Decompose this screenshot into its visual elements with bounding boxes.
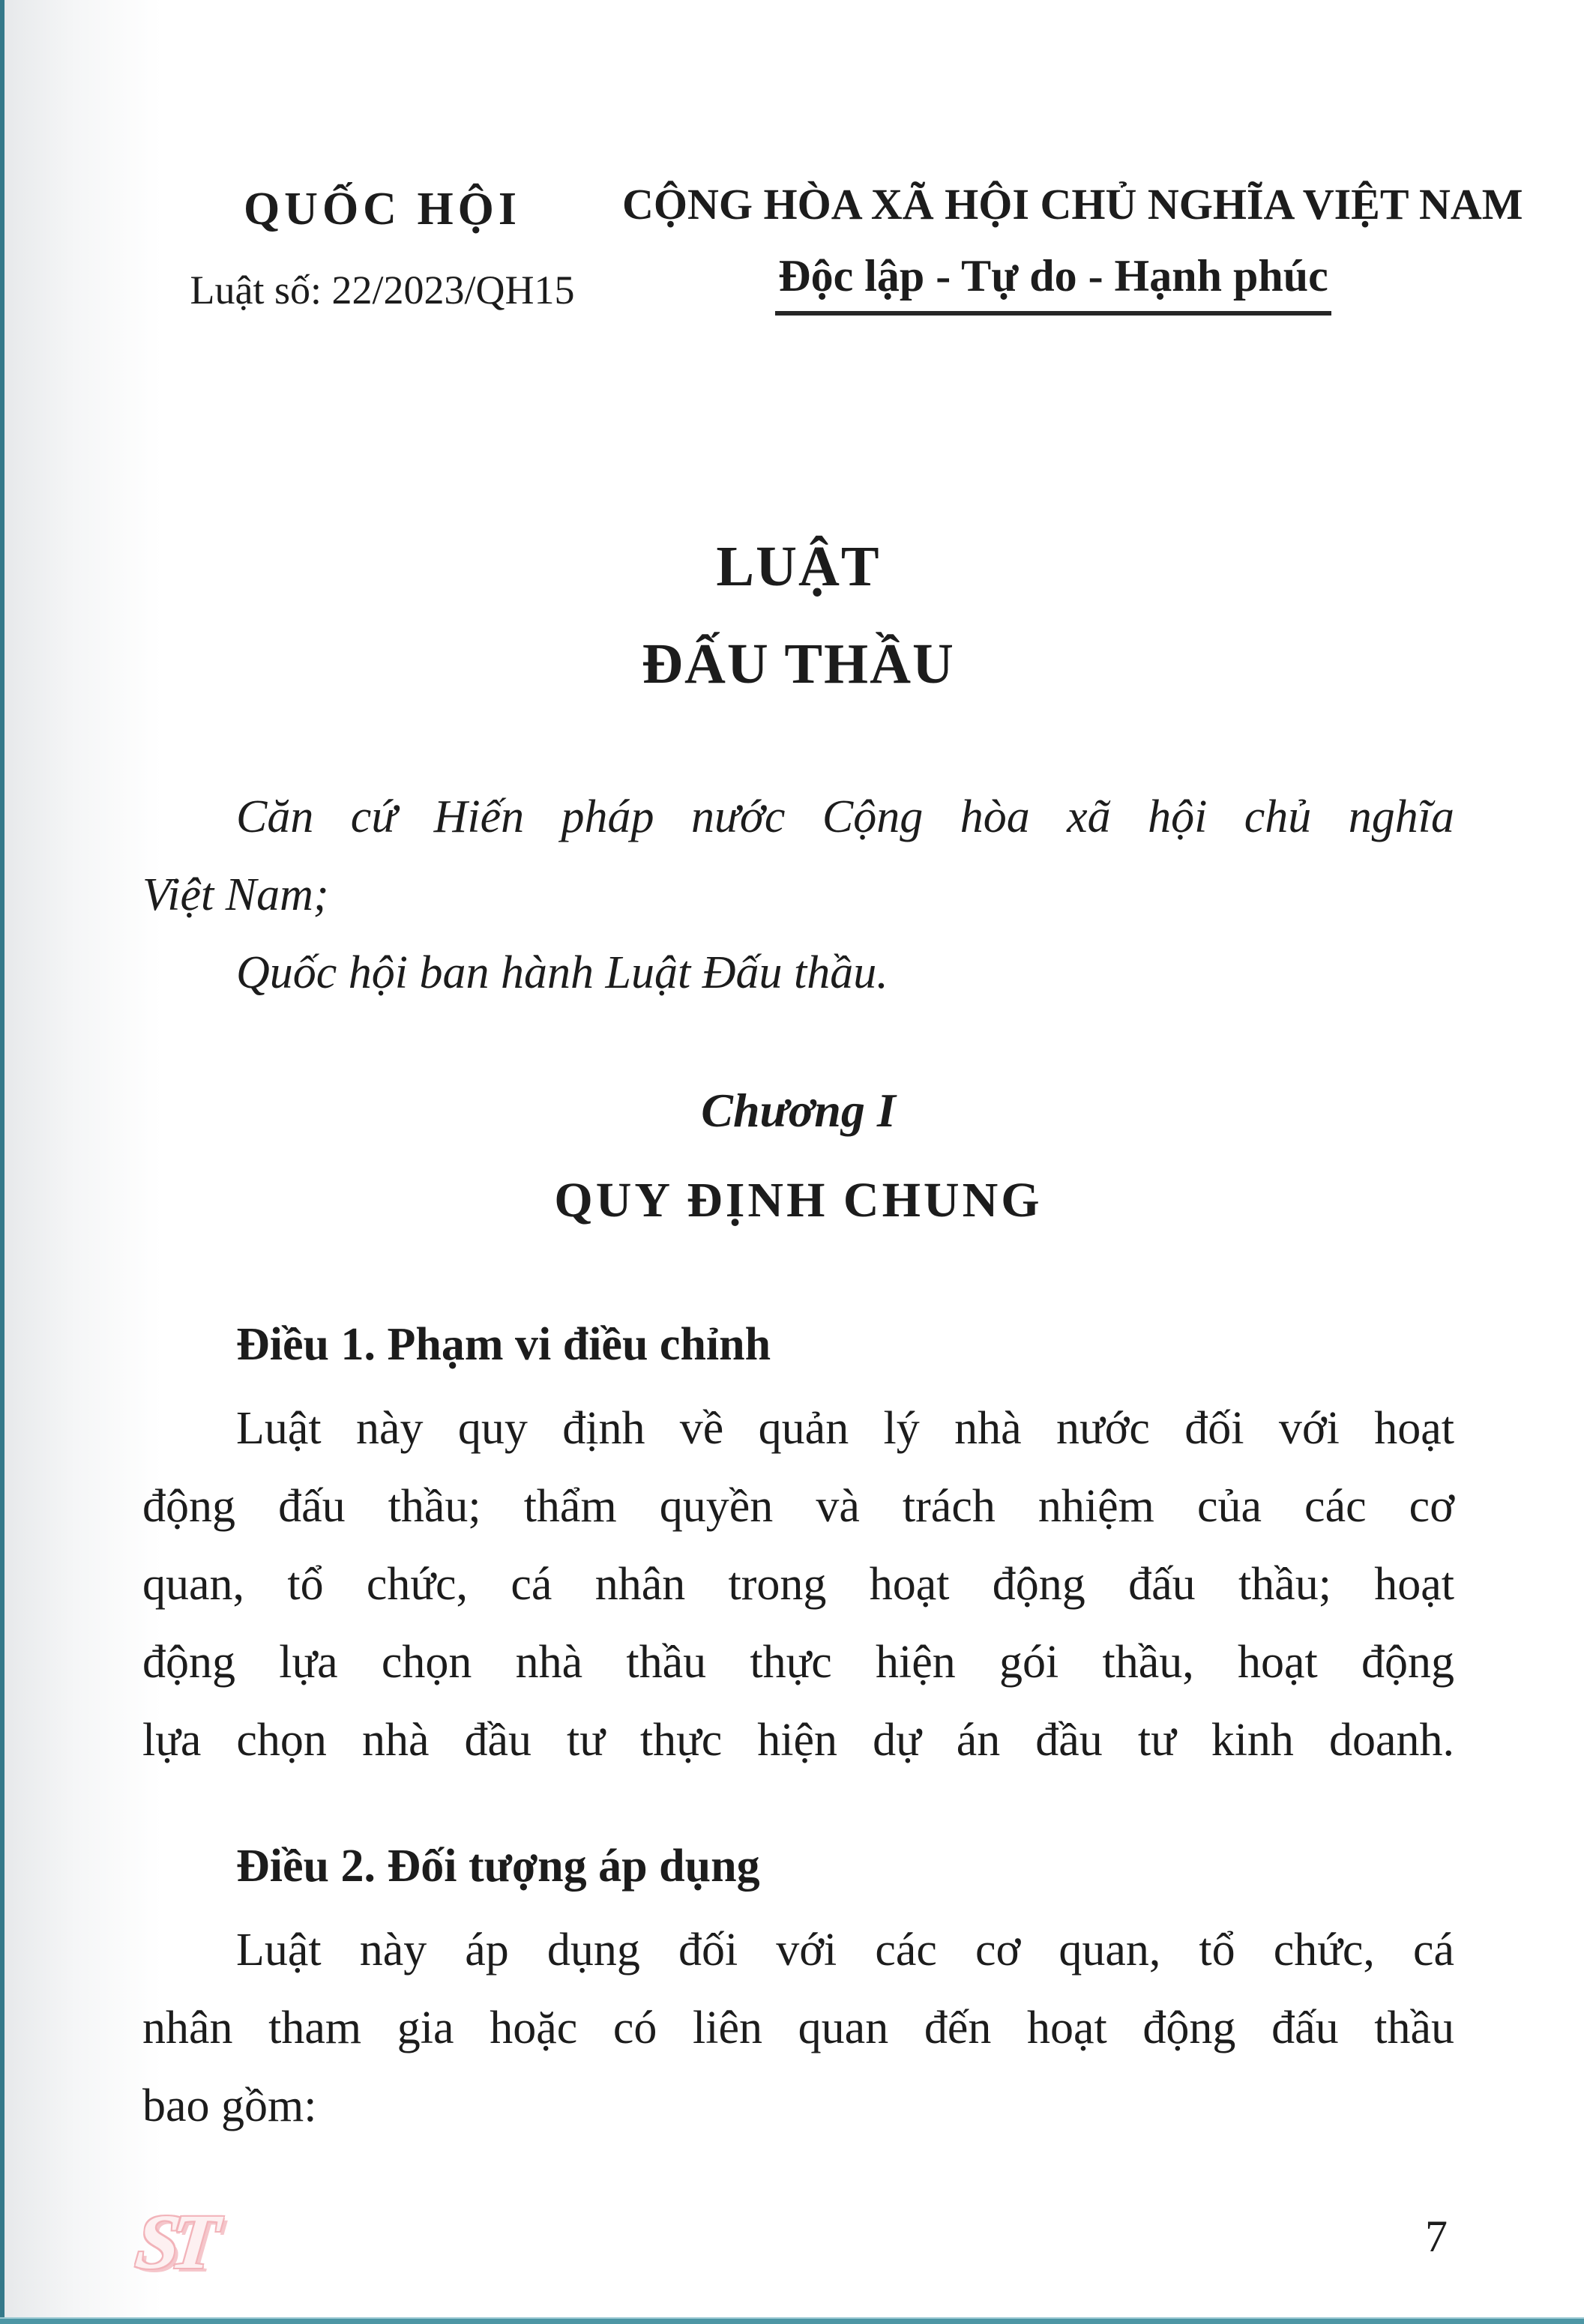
article-2	[142, 1827, 1454, 2145]
national-motto	[622, 250, 1484, 316]
header-issuing-block	[142, 182, 622, 316]
document-title-word: LUẬT	[716, 535, 881, 598]
article-1	[142, 1306, 1454, 1779]
chapter-heading	[142, 1079, 1454, 1232]
page-number: 7	[1425, 2212, 1448, 2261]
text-line: bao gồm:	[142, 2080, 317, 2131]
text-line: Luật này áp dụng đối với các cơ quan, tổ chức, cá	[236, 1925, 1454, 1976]
text-line: Căn cứ Hiến pháp nước Cộng hòa xã hội chủ nghĩa	[236, 791, 1454, 842]
national-title: CỘNG HÒA XÃ HỘI CHỦ NGHĨA VIỆT NAM	[622, 180, 1523, 229]
page-bottom-accent-bar	[0, 2317, 1584, 2324]
article-2-heading: Điều 2. Đối tượng áp dụng	[236, 1841, 760, 1892]
page-gutter-shadow	[4, 0, 162, 2324]
preamble	[142, 778, 1454, 1012]
text-line: Việt Nam;	[142, 869, 329, 920]
page-content	[142, 0, 1523, 2145]
text-line: động lựa chọn nhà thầu thực hiện gói thầu, hoạt động	[142, 1637, 1454, 1688]
law-number: Luật số: 22/2023/QH15	[190, 268, 575, 313]
chapter-title: QUY ĐỊNH CHUNG	[554, 1173, 1043, 1228]
document-header	[142, 180, 1523, 316]
document-title	[142, 529, 1454, 701]
text-line: động đấu thầu; thẩm quyền và trách nhiệm của các cơ	[142, 1481, 1454, 1532]
document-title-subject: ĐẤU THẦU	[642, 633, 955, 695]
text-line: Luật này quy định về quản lý nhà nước đối với hoạt	[236, 1403, 1454, 1454]
text-line: lựa chọn nhà đầu tư thực hiện dự án đầu tư kinh doanh.	[142, 1715, 1454, 1766]
text-line: nhân tham gia hoặc có liên quan đến hoạt động đấu thầu	[142, 2002, 1454, 2053]
national-motto-text: Độc lập - Tự do - Hạnh phúc	[775, 250, 1331, 316]
page-left-accent-bar	[0, 0, 4, 2324]
text-line: quan, tổ chức, cá nhân trong hoạt động đấu thầu; hoạt	[142, 1559, 1454, 1610]
article-2-body	[142, 1911, 1454, 2145]
text-line: Quốc hội ban hành Luật Đấu thầu.	[236, 947, 888, 998]
article-1-body	[142, 1389, 1454, 1779]
chapter-number: Chương I	[701, 1084, 896, 1137]
publisher-stamp-logo: ST	[131, 2199, 214, 2285]
article-1-heading: Điều 1. Phạm vi điều chỉnh	[236, 1319, 771, 1370]
header-national-block	[622, 180, 1523, 316]
issuing-body-name: QUỐC HỘI	[243, 184, 522, 235]
